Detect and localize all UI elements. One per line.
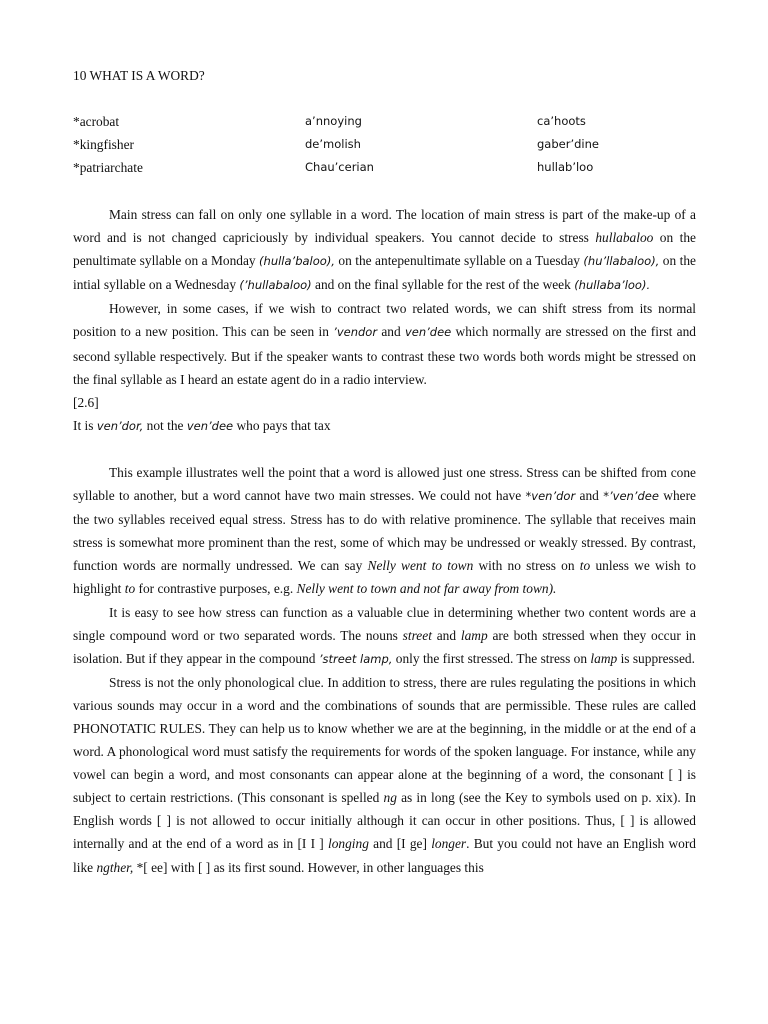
list-item: a’nnoying [305,114,362,128]
list-item: ca’hoots [537,114,586,128]
paragraph-main-stress: Main stress can fall on only one syllable in a word. The location of main stress is part of the make-up of a word and is not changed capriciously by individual speakers. You cannot decide to stress hullabaloo on the penultimate syllable on a Monday (hulla’baloo), on the antepenultimate syllable on a Tuesday (hu’llabaloo), on the intial syllable on a Wednesday (’hullabaloo) and on the final syllable for the rest of the week (hullaba’loo). [73,207,696,293]
paragraph-one-stress: This example illustrates well the point that a word is allowed just one stress. Stress can be shifted from cone syllable to another, but a word cannot have two main stresses. We could not have *ven’dor and *’ven’dee where the two syllables received equal stress. Stress has to do with relative prominence. The syllable that receives main stress is somewhat more prominent than the rest, some of which may be undressed or weakly stressed. By contrast, function words are normally undressed. We can say Nelly went to town with no stress on to unless we wish to highlight to for contrastive purposes, e.g. Nelly went to town and not far away from town). [73,464,696,597]
paragraph-phonotactic-rules: Stress is not the only phonological clue. In addition to stress, there are rules regulating the positions in which various sounds may occur in a word and the combinations of sounds that are permissible. These rules are called PHONOTATIC RULES. They can help us to know whether we are at the beginning, in the middle or at the end of a word. A phonological word must satisfy the requirements for words of the spoken language. For instance, while any vowel can begin a word, and most consonants can appear alone at the beginning of a word, the consonant [ ] is subject to certain restrictions. (This consonant is spelled ng as in long (see the Key to symbols used on p. xix). In English words [ ] is not allowed to occur initially although it can occur in other positions. Thus, [ ] is allowed internally and at the end of a word as in [I I ] longing and [I ge] longer. But you could not have an English word like ngther, *[ ee] with [ ] as its first sound. However, in other languages this [73,674,697,875]
list-item: hullab’loo [537,160,594,174]
example-number: [2.6] [73,394,99,410]
body-text [73,203,696,879]
document-page [73,66,696,879]
example-sentence: It is ven’dor, not the ven’dee who pays that tax [73,417,331,433]
list-item: Chau’cerian [305,160,374,174]
list-item: de’molish [305,137,361,151]
paragraph-stress-shift: However, in some cases, if we wish to contract two related words, we can shift stress from its normal position to a new position. This can be seen in ’vendor and ven’dee which normally are stressed on the first and second syllable respectively. But if the speaker wants to contrast these two words both words might be stressed on the final syllable as I heard an estate agent do in a radio interview. [73,301,696,387]
paragraph-compound-words: It is easy to see how stress can function as a valuable clue in determining whether two content words are a single compound word or two separated words. The nouns street and lamp are both stressed when they occur in isolation. But if they appear in the compound ’street lamp, only the first stressed. The stress on lamp is suppressed. [73,604,696,666]
list-item: gaber’dine [537,137,599,151]
word-stress-list [73,110,696,179]
list-item: *kingfisher [73,137,134,152]
page-heading: 10 WHAT IS A WORD? [73,68,205,83]
list-item: *acrobat [73,114,120,129]
list-item: *patriarchate [73,160,143,175]
